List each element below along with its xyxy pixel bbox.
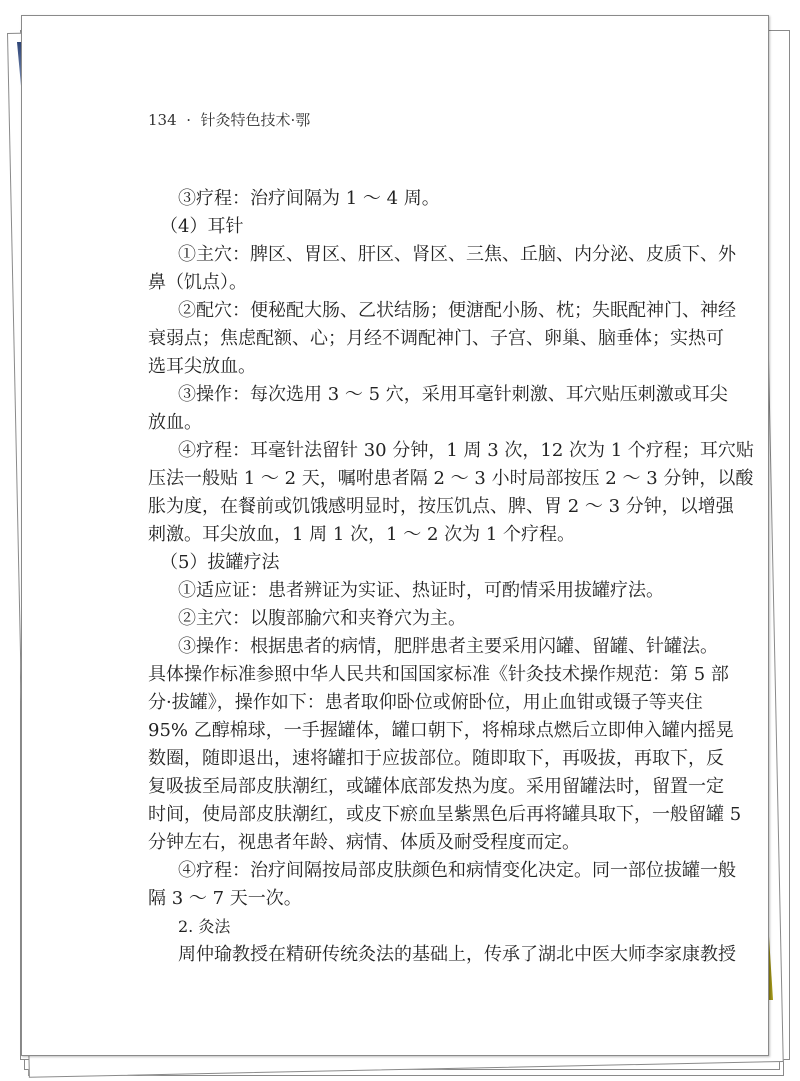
- text-line: [148, 801, 742, 829]
- text-line-content: 周仲瑜教授在精研传统灸法的基础上，传承了湖北中医大师李家康教授: [178, 944, 736, 965]
- text-line: [148, 465, 754, 493]
- text-line-content: 隔 3 ～ 7 天一次。: [148, 888, 302, 909]
- text-line-content: ②主穴：以腹部腧穴和夹脊穴为主。: [178, 608, 466, 629]
- text-line-content: 衰弱点；焦虑配额、心；月经不调配神门、子宫、卵巢、脑垂体；实热可: [148, 328, 724, 349]
- text-line-content: （4）耳针: [160, 216, 244, 237]
- running-header: [148, 109, 310, 130]
- text-line: [148, 689, 703, 717]
- text-line-content: 刺激。耳尖放血，1 周 1 次，1 ～ 2 次为 1 个疗程。: [148, 524, 576, 545]
- text-line-content: 胀为度，在餐前或饥饿感明显时，按压饥点、脾、胃 2 ～ 3 分钟，以增强: [148, 496, 734, 517]
- text-line: [148, 829, 656, 857]
- text-line-content: ③操作：每次选用 3 ～ 5 穴，采用耳毫针刺激、耳穴贴压刺激或耳尖: [178, 384, 728, 405]
- text-line-content: 2. 灸法: [178, 917, 231, 936]
- text-line-content: 选耳尖放血。: [148, 356, 256, 377]
- text-line-content: 复吸拔至局部皮肤潮红，或罐体底部发热为度。采用留罐法时，留置一定: [148, 776, 724, 797]
- text-line: [148, 549, 656, 577]
- page-number: 134: [148, 111, 177, 129]
- text-line-content: 时间，使局部皮肤潮红，或皮下瘀血呈紫黑色后再将罐具取下，一般留罐 5: [148, 804, 742, 825]
- text-line: [148, 773, 724, 801]
- text-line: [148, 605, 656, 633]
- text-line-content: ③操作：根据患者的病情，肥胖患者主要采用闪罐、留罐、针罐法。: [178, 636, 718, 657]
- text-line-content: 放血。: [148, 412, 202, 433]
- text-line: [148, 213, 656, 241]
- text-line: [148, 297, 736, 325]
- text-line: [148, 661, 729, 689]
- text-line-content: ②配穴：便秘配大肠、乙状结肠；便溏配小肠、枕；失眠配神门、神经: [178, 300, 736, 321]
- header-separator: ·: [186, 111, 191, 129]
- text-line-content: 鼻（饥点）。: [148, 272, 247, 293]
- text-line: [148, 857, 736, 885]
- text-line-content: 分·拔罐》，操作如下：患者取仰卧位或俯卧位，用止血钳或镊子等夹住: [148, 692, 703, 713]
- text-line: [148, 521, 656, 549]
- text-line: [148, 717, 734, 745]
- text-line: [148, 633, 718, 661]
- text-line: [148, 353, 656, 381]
- text-line-content: ①主穴：脾区、胃区、肝区、肾区、三焦、丘脑、内分泌、皮质下、外: [178, 244, 736, 265]
- text-line-content: 压法一般贴 1 ～ 2 天，嘱咐患者隔 2 ～ 3 小时局部按压 2 ～ 3 分钟，以酸: [148, 468, 754, 489]
- text-line-content: 数圈，随即退出，速将罐扣于应拔部位。随即取下，再吸拔，再取下，反: [148, 748, 724, 769]
- text-line-content: 分钟左右，视患者年龄、病情、体质及耐受程度而定。: [148, 832, 580, 853]
- text-line-content: ③疗程：治疗间隔为 1 ～ 4 周。: [178, 188, 440, 209]
- book-title: 针灸特色技术·鄂: [200, 111, 311, 129]
- text-line: [148, 885, 656, 913]
- text-line: [148, 269, 656, 297]
- text-line: [148, 241, 736, 269]
- text-line-content: （5）拔罐疗法: [160, 552, 280, 573]
- text-line: [148, 409, 656, 437]
- text-line-content: ④疗程：治疗间隔按局部皮肤颜色和病情变化决定。同一部位拔罐一般: [178, 860, 736, 881]
- text-line: [148, 745, 724, 773]
- text-line-content: 具体操作标准参照中华人民共和国国家标准《针灸技术操作规范：第 5 部: [148, 664, 729, 685]
- text-line: [148, 493, 734, 521]
- text-line: [148, 325, 724, 353]
- text-line: [148, 381, 728, 409]
- text-line: [148, 185, 656, 213]
- body-text: [148, 185, 754, 969]
- text-line-content: 95% 乙醇棉球，一手握罐体，罐口朝下，将棉球点燃后立即伸入罐内摇晃: [148, 720, 734, 741]
- text-line: [148, 437, 754, 465]
- text-line: [148, 577, 664, 605]
- document-page: [21, 15, 769, 1056]
- text-line: [148, 941, 736, 969]
- text-line-content: ④疗程：耳毫针法留针 30 分钟，1 周 3 次，12 次为 1 个疗程；耳穴贴: [178, 440, 754, 461]
- text-line-content: ①适应证：患者辨证为实证、热证时，可酌情采用拔罐疗法。: [178, 580, 664, 601]
- text-line: [148, 913, 656, 941]
